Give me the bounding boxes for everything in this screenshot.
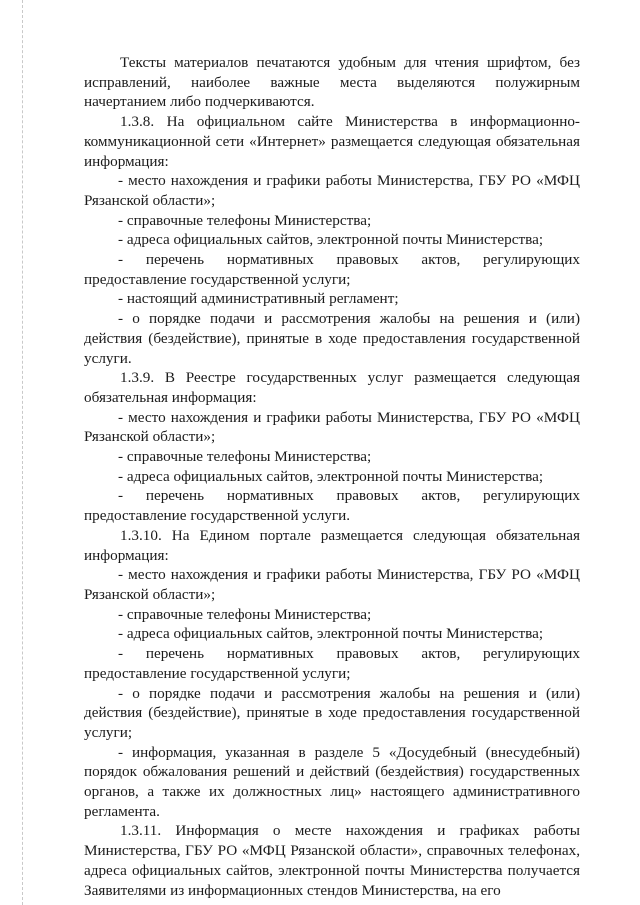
list-item: - перечень нормативных правовых актов, регулирующих предоставление государственной услуги. bbox=[84, 487, 580, 525]
list-item: - адреса официальных сайтов, электронной почты Министерства; bbox=[118, 467, 544, 485]
list-item: - адреса официальных сайтов, электронной почты Министерства; bbox=[118, 625, 544, 643]
section-1-3-10: 1.3.10. На Едином портале размещается следующая обязательная информация: bbox=[84, 526, 580, 564]
list-item: - место нахождения и графики работы Министерства, ГБУ РО «МФЦ Рязанской области»; bbox=[84, 408, 580, 446]
list-item: - справочные телефоны Министерства; bbox=[118, 211, 372, 229]
list-item: - о порядке подачи и рассмотрения жалобы на решения и (или) действия (бездействие), принятые в ходе предоставления государственной услуги; bbox=[84, 684, 580, 741]
list-item: - справочные телефоны Министерства; bbox=[118, 448, 372, 466]
section-1-3-8: 1.3.8. На официальном сайте Министерства в информационно-коммуникационной сети «Интернет» размещается следующая обязательная информация: bbox=[84, 113, 580, 170]
list-item: - перечень нормативных правовых актов, регулирующих предоставление государственной услуги; bbox=[84, 645, 580, 682]
list-item: - место нахождения и графики работы Министерства, ГБУ РО «МФЦ Рязанской области»; bbox=[84, 172, 580, 209]
paragraph-intro: Тексты материалов печатаются удобным для чтения шрифтом, без исправлений, наиболее важные места выделяются полужирным начертанием либо подчеркиваются. bbox=[84, 54, 580, 111]
list-item: - адреса официальных сайтов, электронной почты Министерства; bbox=[118, 231, 544, 249]
section-1-3-9: 1.3.9. В Реестре государственных услуг размещается следующая обязательная информация: bbox=[84, 369, 580, 406]
document-body bbox=[84, 53, 580, 900]
list-item: - перечень нормативных правовых актов, регулирующих предоставление государственной услуги; bbox=[84, 251, 580, 288]
list-item: - информация, указанная в разделе 5 «Досудебный (внесудебный) порядок обжалования решений и действий (бездействия) государственных органов, а также их должностных лиц» настоящего административного регламента. bbox=[84, 743, 580, 820]
list-item: - справочные телефоны Министерства; bbox=[118, 605, 372, 623]
list-item: - место нахождения и графики работы Министерства, ГБУ РО «МФЦ Рязанской области»; bbox=[84, 566, 580, 603]
list-item: - о порядке подачи и рассмотрения жалобы на решения и (или) действия (бездействие), принятые в ходе предоставления государственной услуги. bbox=[84, 310, 580, 367]
scan-margin-line bbox=[22, 0, 23, 905]
section-1-3-11: 1.3.11. Информация о месте нахождения и графиках работы Министерства, ГБУ РО «МФЦ Рязанской области», справочных телефонах, адреса официальных сайтов, электронной почты Министерства получается Заявителями из информационных стендов Министерства, на его bbox=[84, 822, 580, 899]
list-item: - настоящий административный регламент; bbox=[118, 290, 399, 308]
